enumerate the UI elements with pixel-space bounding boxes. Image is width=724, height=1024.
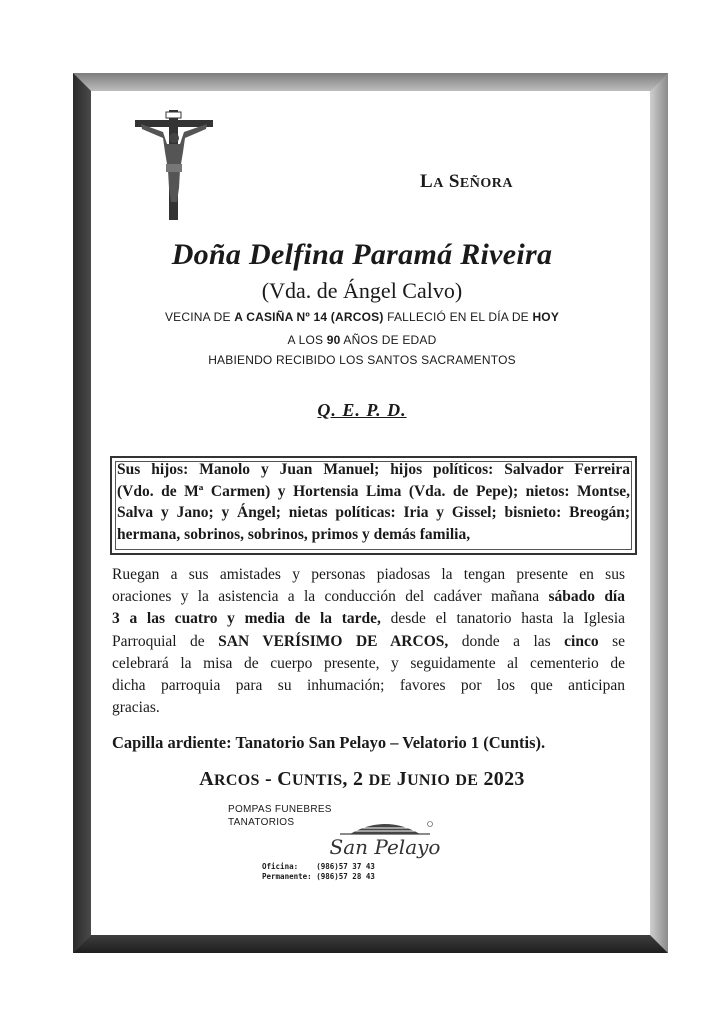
residence-line: VECINA DE A CASIÑA Nº 14 (ARCOS) FALLECIÓ EN EL DÍA DE HOY	[164, 310, 560, 324]
widow-of: (Vda. de Ángel Calvo)	[261, 278, 463, 303]
office-phone-row: Oficina: (986)57 37 43	[262, 862, 375, 871]
announcement-line: Ruegan a sus amistades y personas piadosas la tengan presente en sus	[112, 566, 625, 583]
frame-bevel-right	[650, 73, 668, 953]
announcement-line: gracias.	[112, 699, 160, 717]
announcement-line: 3 a las cuatro y media de la tarde, desde el tanatorio hasta la Iglesia	[112, 610, 625, 628]
logo-text: San Pelayo	[330, 835, 440, 859]
services-line: POMPAS FUNEBRES	[228, 804, 332, 815]
announcement	[112, 564, 625, 719]
place-date: ARCOS - CUNTIS, 2 DE JUNIO DE 2023	[199, 768, 525, 790]
crucifix-icon	[133, 108, 215, 222]
permanent-phone-row: Permanente: (986)57 28 43	[262, 871, 375, 881]
family-line: Sus hijos: Manolo y Juan Manuel; hijos políticos: Salvador Ferreira	[117, 461, 630, 478]
family-line: (Vdo. de Mª Carmen) y Hortensia Lima (Vda. de Pepe); nietos: Montse,	[117, 482, 630, 500]
title-la-senora: LA SEÑORA	[420, 171, 513, 192]
deceased-name: Doña Delfina Paramá Riveira	[171, 238, 553, 271]
family-line: Salva y Jano; y Ángel; nietas políticas: Iria y Gissel; bisnieto: Breogán;	[117, 504, 630, 521]
announcement-line: Parroquial de SAN VERÍSIMO DE ARCOS, donde a las cinco se	[112, 632, 625, 650]
age-line: A LOS 90 AÑOS DE EDAD	[287, 333, 437, 347]
qepd: Q. E. P. D.	[317, 400, 407, 420]
family-list	[117, 459, 630, 545]
funeral-home-services	[228, 803, 332, 829]
chapel-info: Capilla ardiente: Tanatorio San Pelayo – Velatorio 1 (Cuntis).	[112, 733, 546, 752]
family-line: hermana, sobrinos, sobrinos, primos y demás familia,	[117, 525, 471, 543]
announcement-line: dicha parroquia para su inhumación; favores por los que anticipan	[112, 677, 625, 695]
phone-numbers	[262, 862, 375, 881]
announcement-line: celebrará la misa de cuerpo presente, y seguidamente al cementerio de	[112, 654, 625, 672]
sacraments-line: HABIENDO RECIBIDO LOS SANTOS SACRAMENTOS	[208, 353, 516, 367]
frame-bevel-left	[73, 73, 91, 953]
frame-bevel-top	[73, 73, 668, 91]
services-line: TANATORIOS	[228, 817, 295, 828]
frame-bevel-bottom	[73, 935, 668, 953]
announcement-line: oraciones y la asistencia a la conducción del cadáver mañana sábado día	[112, 588, 625, 606]
